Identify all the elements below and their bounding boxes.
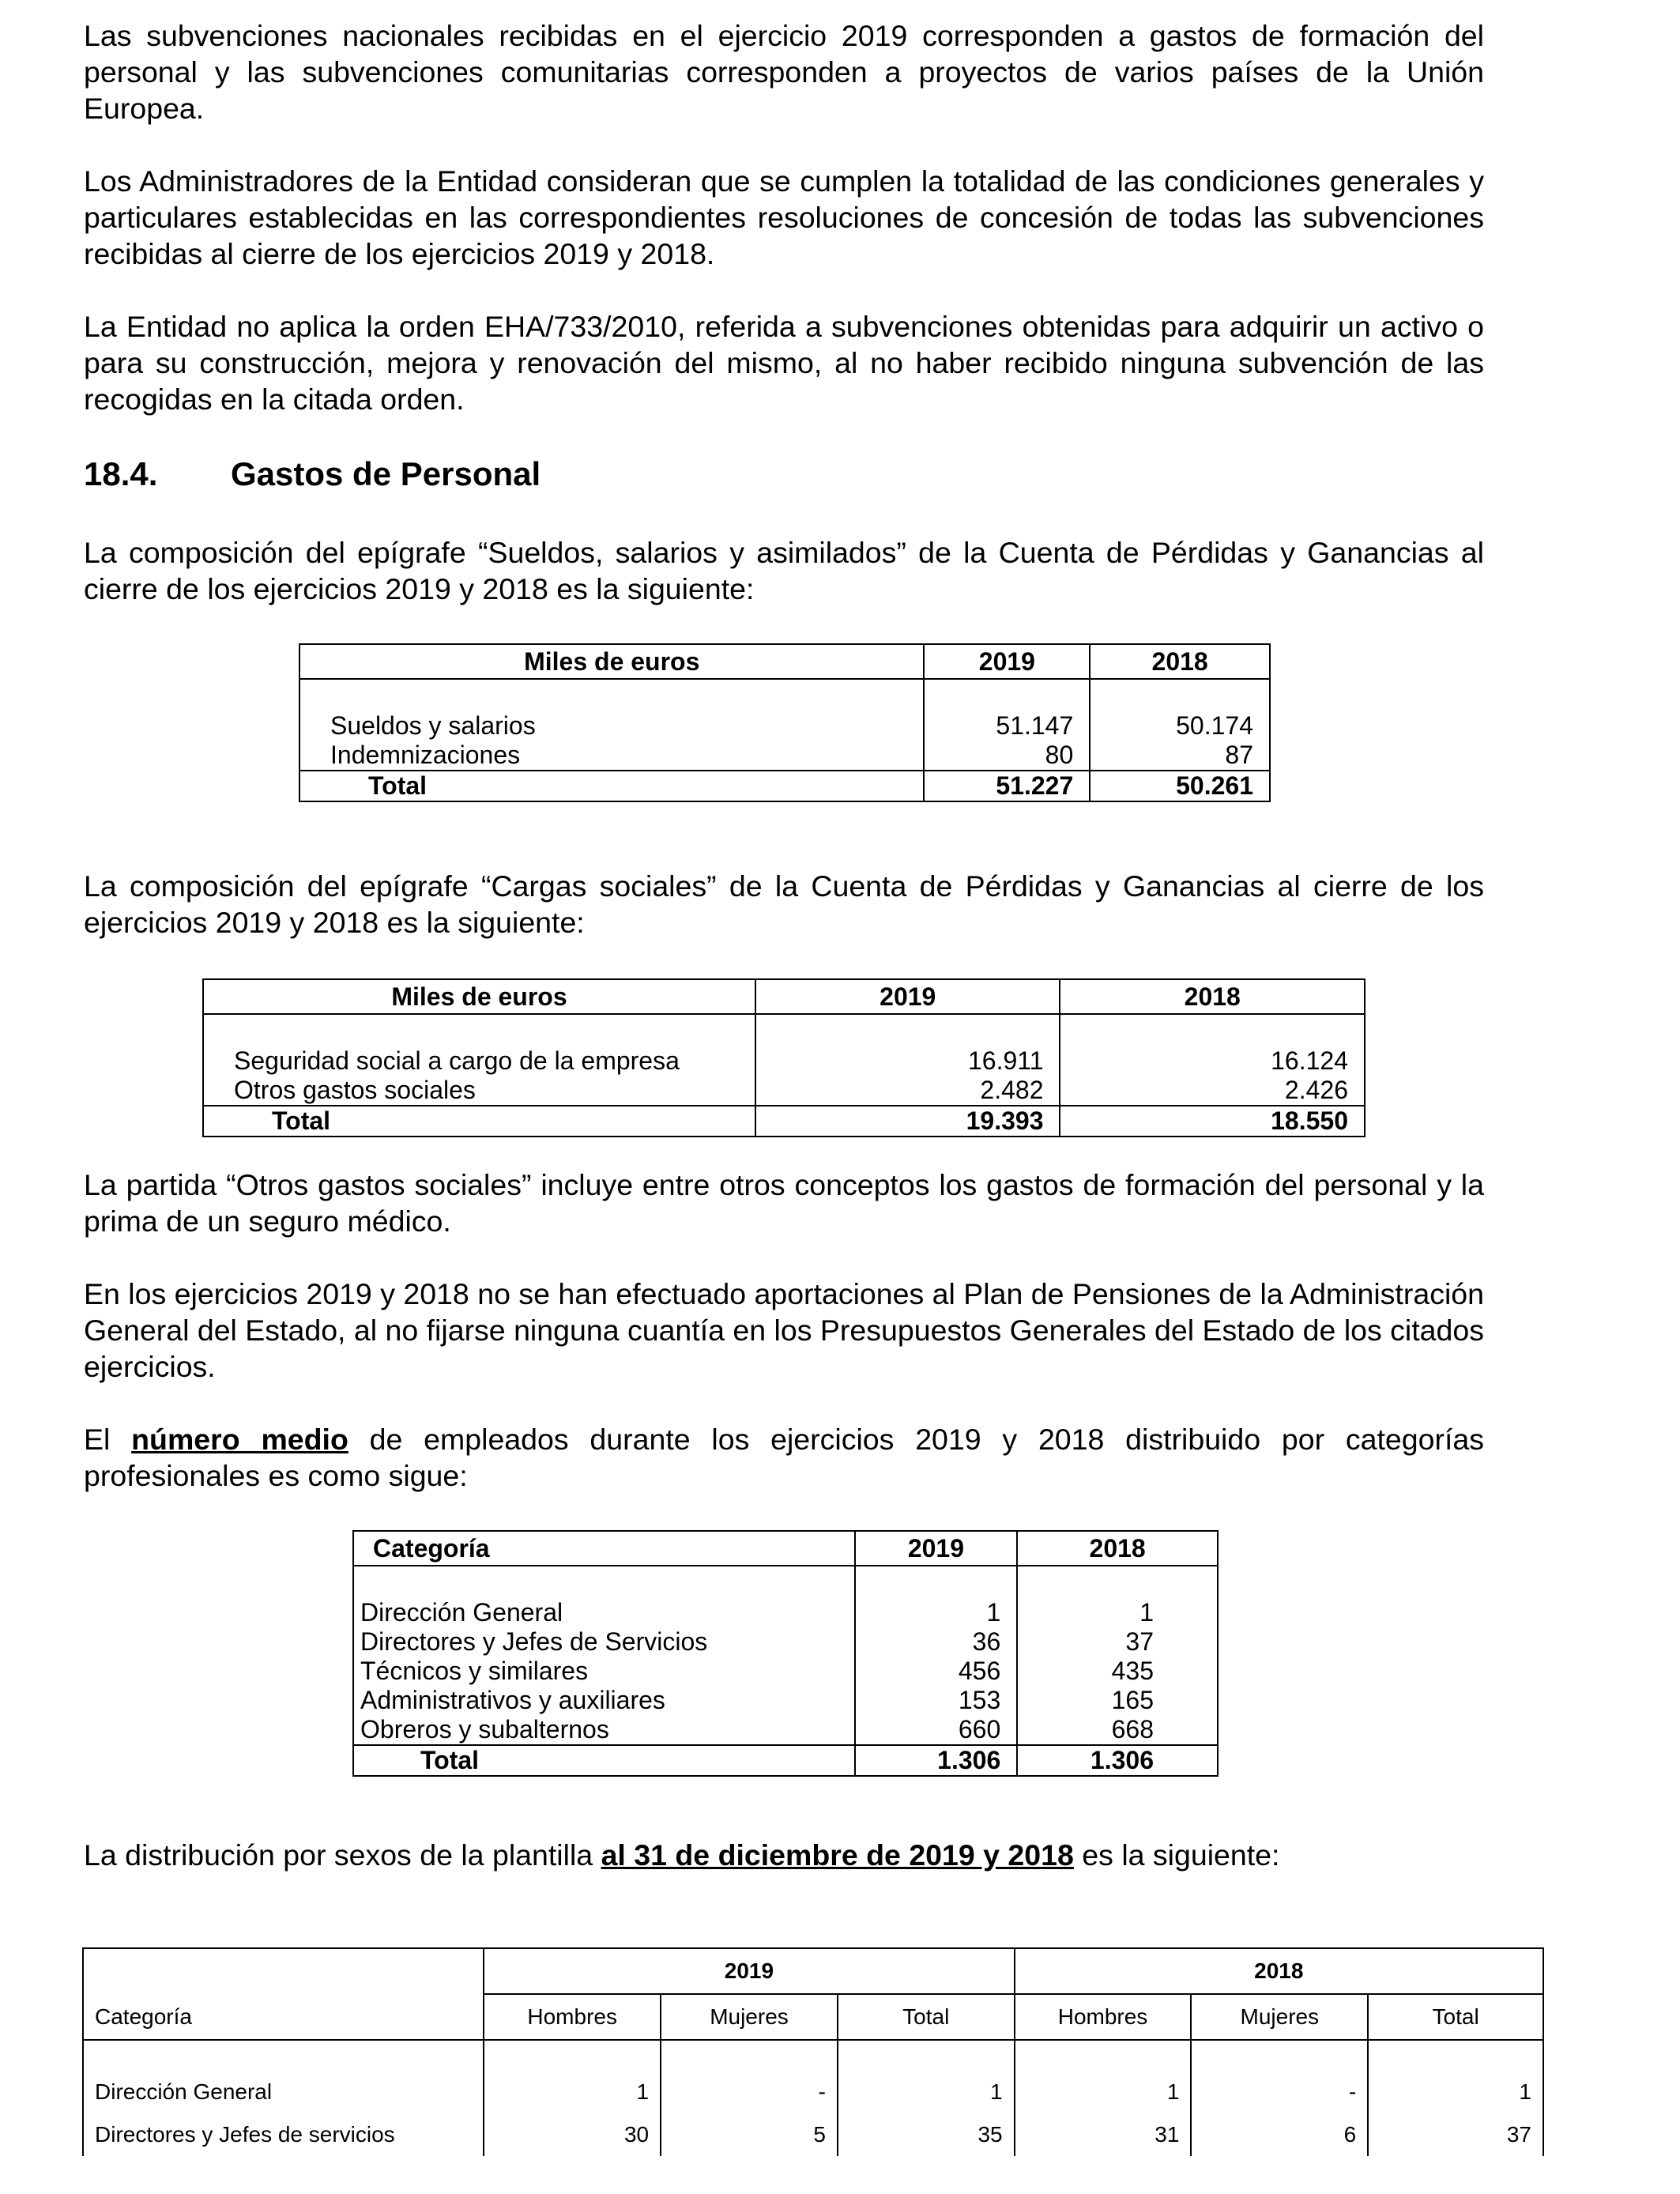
table-row: Dirección General 1 1 <box>353 1566 1218 1627</box>
section-heading <box>84 455 541 493</box>
paragraph-cargas-intro: La composición del epígrafe “Cargas sociales” de la Cuenta de Pérdidas y Ganancias al cierre de los ejercicios 2019 y 2018 es la siguiente: <box>84 869 1484 939</box>
year-header-2018: 2018 <box>1015 1948 1543 1994</box>
table-header: 2019 <box>924 644 1090 679</box>
table-header: Miles de euros <box>203 979 755 1014</box>
column-header: Mujeres <box>1191 1994 1368 2040</box>
column-header: Hombres <box>1015 1994 1192 2040</box>
table-row: Directores y Jefes de Servicios 36 37 <box>353 1627 1218 1657</box>
column-header: Mujeres <box>661 1994 838 2040</box>
table-header: 2018 <box>1017 1531 1218 1566</box>
column-header: Hombres <box>484 1994 661 2040</box>
paragraph-sueldos-intro: La composición del epígrafe “Sueldos, salarios y asimilados” de la Cuenta de Pérdidas y Ganancias al cierre de los ejercicios 2019 y 2018 es la siguiente: <box>84 536 1484 605</box>
table-cargas-sociales <box>202 978 1365 1137</box>
table-row: Indemnizaciones 80 87 <box>299 741 1270 771</box>
column-header: Total <box>838 1994 1015 2040</box>
table-row: Técnicos y similares 456 435 <box>353 1657 1218 1686</box>
table-row: Sueldos y salarios 51.147 50.174 <box>299 679 1270 741</box>
table-row: Administrativos y auxiliares 153 165 <box>353 1686 1218 1715</box>
paragraph-plan-pensiones: En los ejercicios 2019 y 2018 no se han efectuado aportaciones al Plan de Pensiones de la Administración General del Estado, al no fijarse ninguna cuantía en los Presupuestos Generales del Estado de los citados ejercicios. <box>84 1277 1484 1383</box>
paragraph-subvenciones-nacionales: Las subvenciones nacionales recibidas en el ejercicio 2019 corresponden a gastos de formación del personal y las subvenciones comunitarias corresponden a proyectos de varios países de la Unión Europea. <box>84 19 1484 125</box>
table-total-row: Total 51.227 50.261 <box>299 771 1270 801</box>
section-title: Gastos de Personal <box>231 455 541 492</box>
table-row: Dirección General 1 - 1 1 - 1 <box>83 2071 1543 2113</box>
column-header: Total <box>1368 1994 1543 2040</box>
section-number: 18.4. <box>84 455 158 492</box>
emphasis-numero-medio: número medio <box>131 1423 348 1456</box>
table-total-row: Total 19.393 18.550 <box>203 1106 1365 1137</box>
table-sueldos <box>299 643 1271 802</box>
table-row: Obreros y subalternos 660 668 <box>353 1715 1218 1745</box>
table-empleados-categoria <box>352 1530 1219 1777</box>
table-header: Miles de euros <box>299 644 924 679</box>
table-row: Seguridad social a cargo de la empresa 16.911 16.124 <box>203 1014 1365 1076</box>
year-header-2019: 2019 <box>484 1948 1014 1994</box>
paragraph-orden-eha: La Entidad no aplica la orden EHA/733/2010, referida a subvenciones obtenidas para adquirir un activo o para su construcción, mejora y renovación del mismo, al no haber recibido ninguna subvención de las recogidas en la citada orden. <box>84 310 1484 416</box>
table-header: Categoría <box>353 1531 855 1566</box>
table-header: 2018 <box>1090 644 1270 679</box>
emphasis-fecha-cierre: al 31 de diciembre de 2019 y 2018 <box>601 1838 1074 1872</box>
category-header: Categoría <box>83 1994 484 2040</box>
paragraph-otros-gastos: La partida “Otros gastos sociales” incluye entre otros conceptos los gastos de formación del personal y la prima de un seguro médico. <box>84 1168 1484 1238</box>
table-header: 2019 <box>855 1531 1018 1566</box>
table-row: Otros gastos sociales 2.482 2.426 <box>203 1076 1365 1106</box>
table-total-row: Total 1.306 1.306 <box>353 1745 1218 1776</box>
table-header: 2019 <box>755 979 1060 1014</box>
table-distribucion-sexos <box>82 1947 1544 2156</box>
table-row: Directores y Jefes de servicios 30 5 35 31 6 37 <box>83 2113 1543 2156</box>
paragraph-administradores: Los Administradores de la Entidad consideran que se cumplen la totalidad de las condiciones generales y particulares establecidas en las correspondientes resoluciones de concesión de todas las subvenciones recibidas al cierre de los ejercicios 2019 y 2018. <box>84 164 1484 270</box>
paragraph-distribucion-sexos: La distribución por sexos de la plantilla al 31 de diciembre de 2019 y 2018 es la siguiente: <box>84 1838 1280 1872</box>
paragraph-numero-medio: El número medio de empleados durante los ejercicios 2019 y 2018 distribuido por categorías profesionales es como sigue: <box>84 1423 1484 1492</box>
table-header: 2018 <box>1060 979 1365 1014</box>
